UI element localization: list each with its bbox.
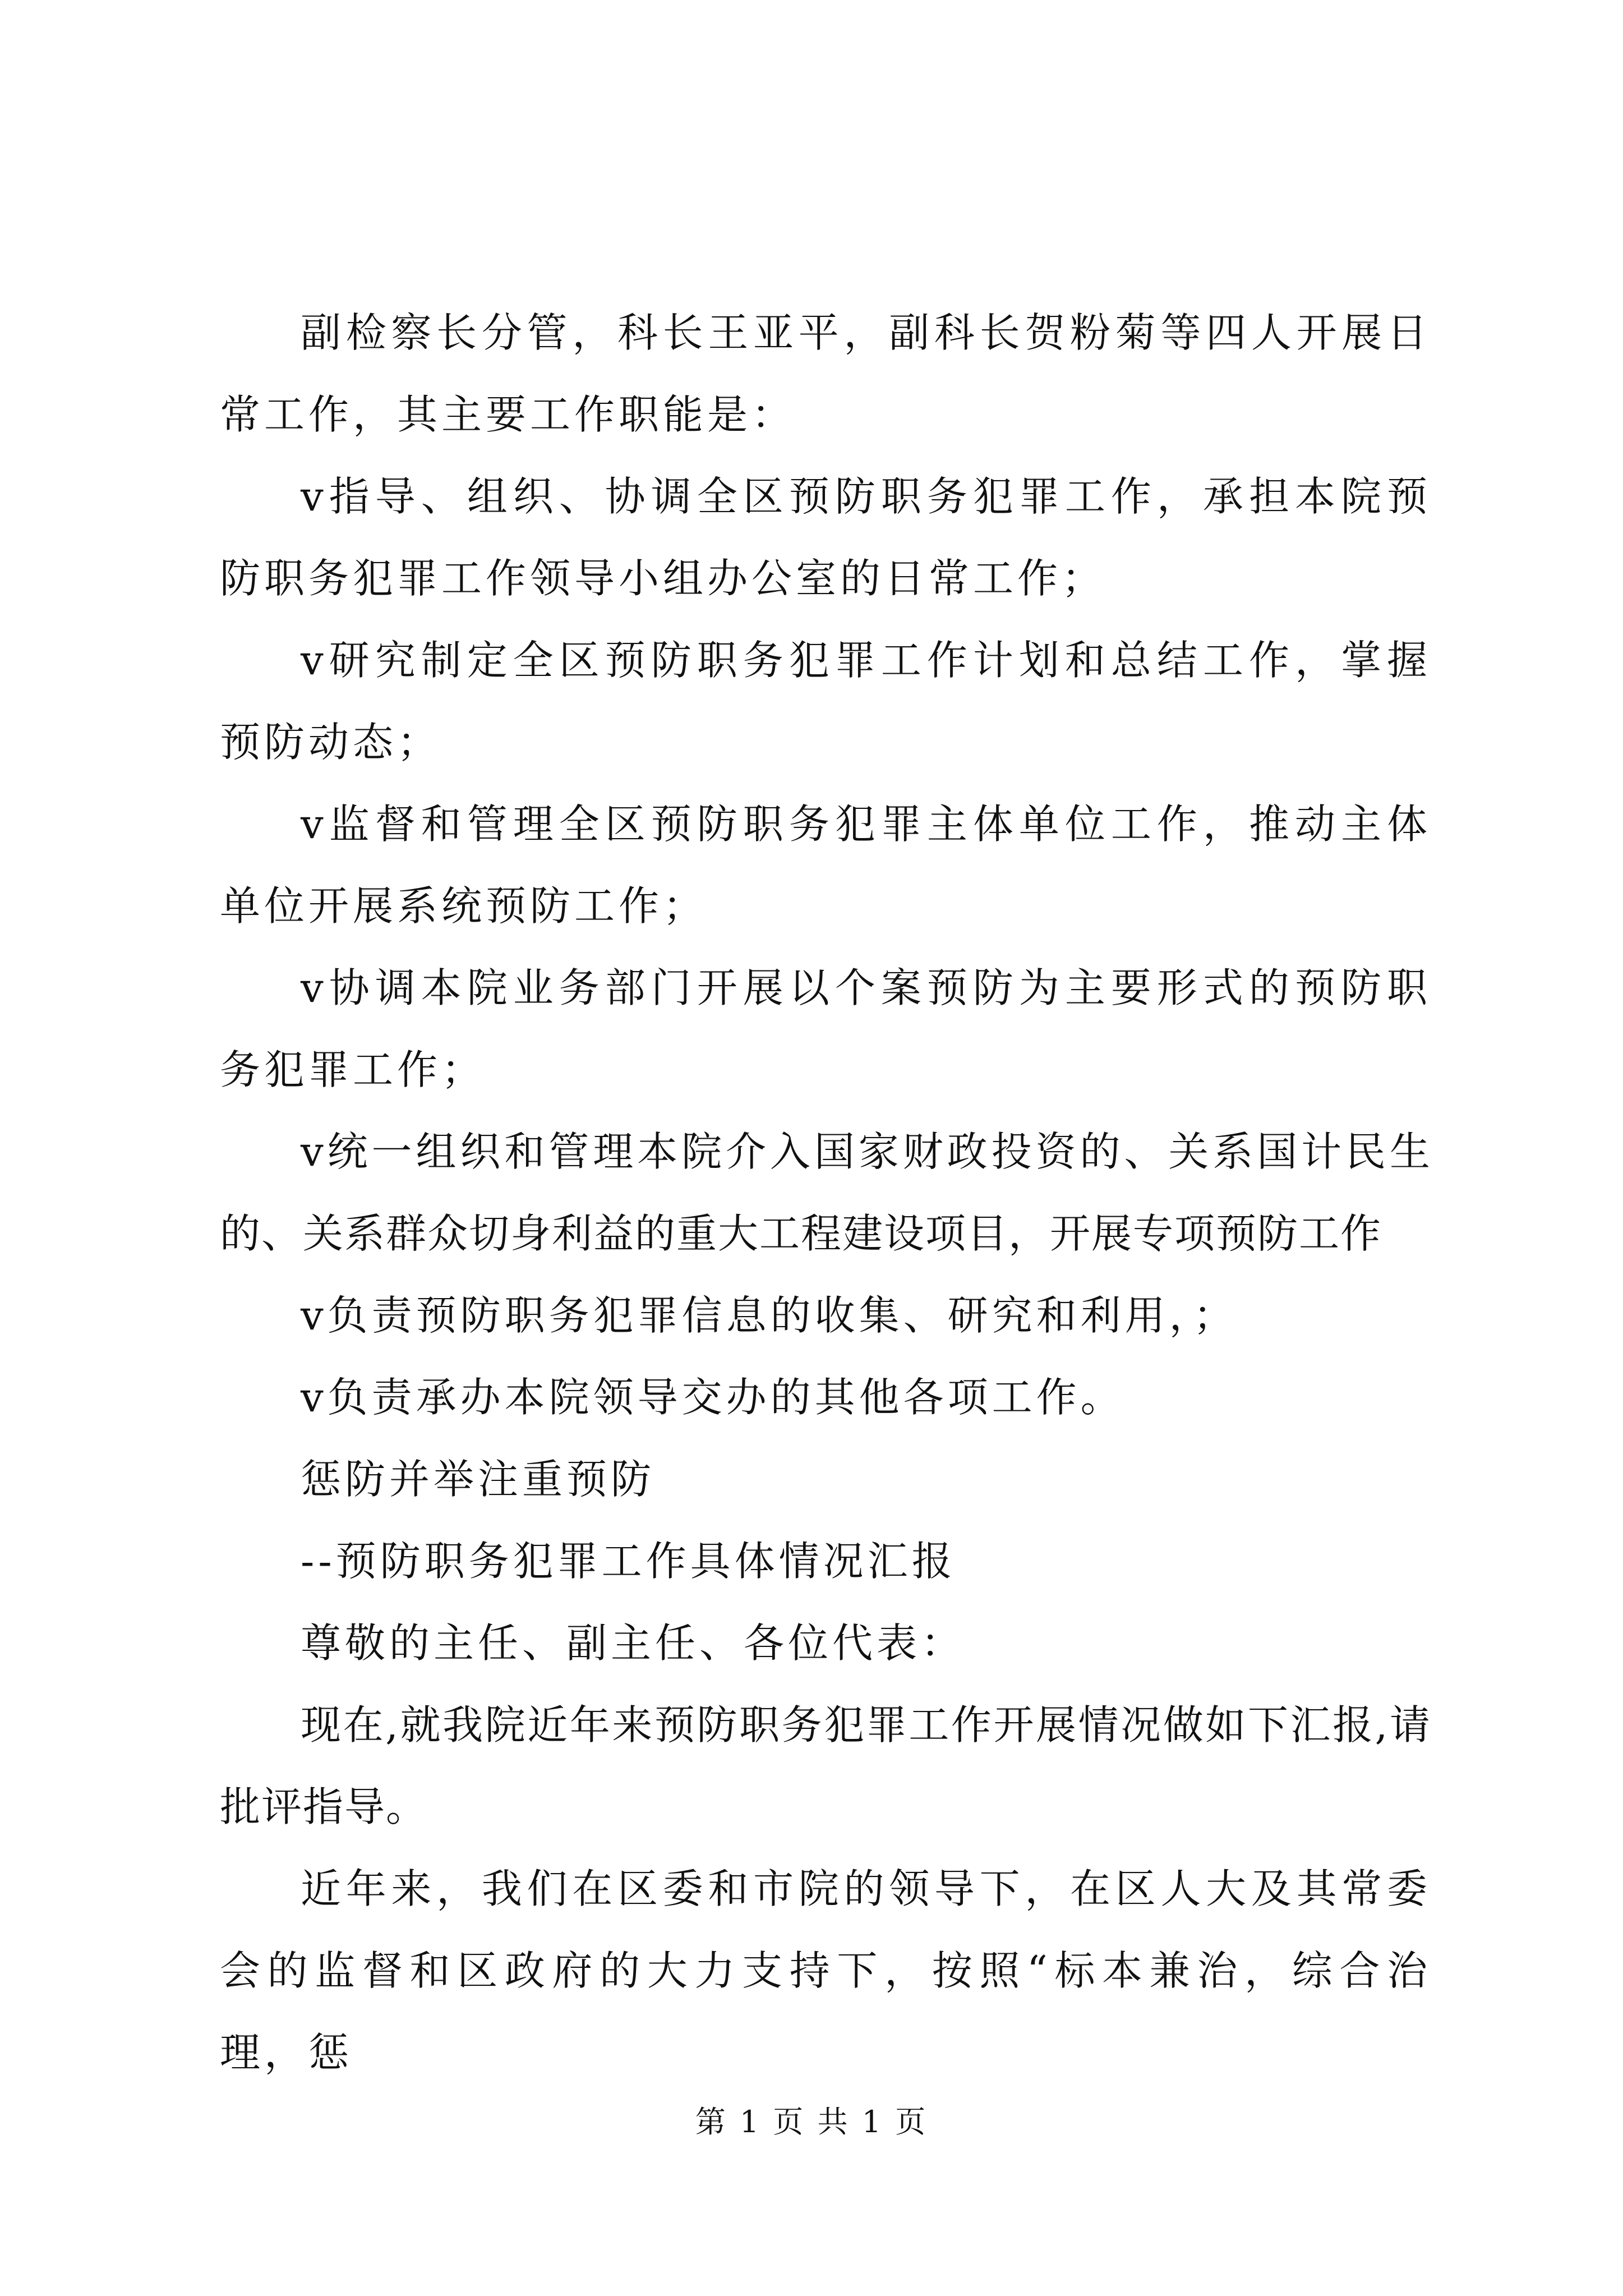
report-subtitle: --预防职务犯罪工作具体情况汇报 — [301, 1538, 956, 1585]
paragraph-report-intro: 现在,就我院近年来预防职务犯罪工作开展情况做如下汇报,请批评指导。 — [220, 1701, 1431, 1830]
report-title: 惩防并举注重预防 — [301, 1456, 656, 1503]
paragraph-duty-1: v指导、组织、协调全区预防职务犯罪工作，承担本院预防职务犯罪工作领导小组办公室的日常工作； — [220, 473, 1431, 602]
page-footer: 第 1 页 共 1 页 — [695, 2104, 928, 2139]
paragraph-duty-7: v负责承办本院领导交办的其他各项工作。 — [301, 1374, 1125, 1421]
paragraph-report-body: 近年来，我们在区委和市院的领导下，在区人大及其常委会的监督和区政府的大力支持下，按照“标本兼治，综合治理，惩 — [220, 1865, 1431, 2076]
document-body — [220, 292, 1431, 2093]
paragraph-duty-6: v负责预防职务犯罪信息的收集、研究和利用，； — [301, 1292, 1238, 1339]
paragraph-intro: 副检察长分管，科长王亚平，副科长贺粉菊等四人开展日常工作，其主要工作职能是： — [220, 309, 1431, 438]
salutation: 尊敬的主任、副主任、各位代表： — [301, 1619, 966, 1667]
paragraph-duty-3: v监督和管理全区预防职务犯罪主体单位工作，推动主体单位开展系统预防工作； — [220, 800, 1431, 930]
paragraph-duty-5: v统一组织和管理本院介入国家财政投资的、关系国计民生的、关系群众切身利益的重大工程建设项目，开展专项预防工作 — [220, 1128, 1431, 1257]
paragraph-duty-2: v研究制定全区预防职务犯罪工作计划和总结工作，掌握预防动态； — [220, 637, 1431, 766]
paragraph-duty-4: v协调本院业务部门开展以个案预防为主要形式的预防职务犯罪工作； — [220, 964, 1431, 1093]
